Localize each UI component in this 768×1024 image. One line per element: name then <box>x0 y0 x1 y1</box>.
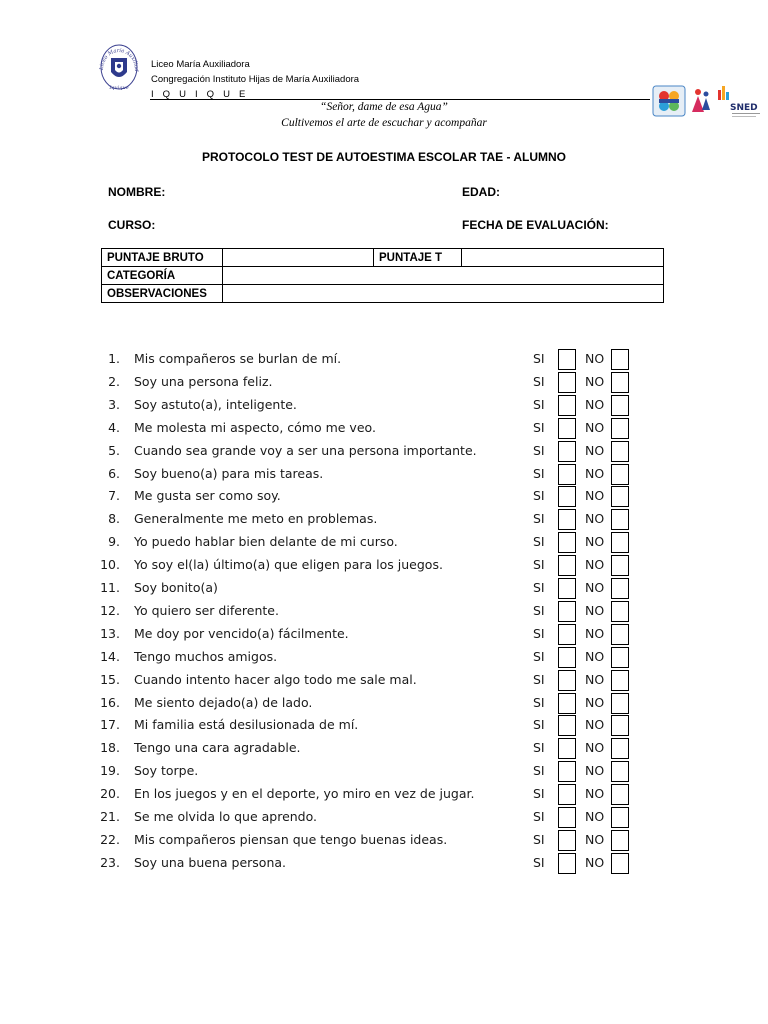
question-number: 16. <box>100 694 120 710</box>
si-label: SI <box>533 511 545 527</box>
si-checkbox[interactable] <box>558 578 576 599</box>
si-label: SI <box>533 602 545 618</box>
question-text: Soy bueno(a) para mis tareas. <box>134 465 324 481</box>
no-checkbox[interactable] <box>611 441 629 462</box>
question-text: Se me olvida lo que aprendo. <box>134 809 318 824</box>
si-checkbox[interactable] <box>558 418 576 439</box>
no-checkbox[interactable] <box>611 738 629 759</box>
question-number: 19. <box>100 763 120 779</box>
no-checkbox[interactable] <box>611 853 629 874</box>
question-number: 15. <box>100 671 120 687</box>
question-text: Tengo muchos amigos. <box>134 648 278 664</box>
score-table <box>101 248 664 303</box>
no-label: NO <box>585 465 605 481</box>
categoria-label: CATEGORÍA <box>102 267 223 285</box>
no-checkbox[interactable] <box>611 349 629 370</box>
no-label: NO <box>585 351 605 366</box>
question-number: 17. <box>100 717 120 733</box>
question-text: Cuando intento hacer algo todo me sale mal. <box>134 671 417 687</box>
question-number: 21. <box>100 809 120 824</box>
question-number: 6. <box>108 465 120 481</box>
question-number: 5. <box>108 442 120 458</box>
no-label: NO <box>585 763 605 779</box>
no-label: NO <box>585 648 605 664</box>
si-label: SI <box>533 580 545 595</box>
question-text: Mis compañeros piensan que tengo buenas ideas. <box>134 831 448 847</box>
no-label: NO <box>585 740 605 756</box>
svg-text:Iquique: Iquique <box>109 85 129 91</box>
score-row <box>102 285 664 303</box>
si-label: SI <box>533 786 545 802</box>
seal-lettering: Liceo María Auxiliad <box>98 47 140 72</box>
si-label: SI <box>533 351 545 366</box>
question-text: Yo soy el(la) último(a) que eligen para los juegos. <box>134 557 443 573</box>
edad-label: EDAD: <box>462 185 500 199</box>
no-checkbox[interactable] <box>611 807 629 828</box>
no-label: NO <box>585 511 605 527</box>
school-name: Liceo María Auxiliadora <box>151 59 250 70</box>
school-logo <box>97 40 141 94</box>
no-label: NO <box>585 717 605 733</box>
question-text: Soy torpe. <box>134 763 199 779</box>
observaciones-field[interactable] <box>223 285 664 303</box>
question-text: Mis compañeros se burlan de mí. <box>134 351 342 366</box>
puntaje-t-label: PUNTAJE T <box>374 249 462 267</box>
si-checkbox[interactable] <box>558 464 576 485</box>
no-checkbox[interactable] <box>611 693 629 714</box>
si-checkbox[interactable] <box>558 349 576 370</box>
no-label: NO <box>585 625 605 641</box>
puntaje-bruto-field[interactable] <box>223 249 374 267</box>
question-number: 23. <box>100 854 120 870</box>
no-checkbox[interactable] <box>611 578 629 599</box>
nombre-label: NOMBRE: <box>108 185 166 199</box>
si-label: SI <box>533 809 545 824</box>
question-number: 1. <box>108 351 120 366</box>
observaciones-label: OBSERVACIONES <box>102 285 223 303</box>
score-row <box>102 249 664 267</box>
si-label: SI <box>533 671 545 687</box>
no-label: NO <box>585 671 605 687</box>
si-label: SI <box>533 648 545 664</box>
question-text: Me siento dejado(a) de lado. <box>134 694 313 710</box>
question-number: 4. <box>108 419 120 435</box>
motto-line-1: “Señor, dame de esa Agua” <box>320 101 448 113</box>
motto-line-2: Cultivemos el arte de escuchar y acompañar <box>281 117 487 129</box>
no-label: NO <box>585 694 605 710</box>
no-label: NO <box>585 831 605 847</box>
si-checkbox[interactable] <box>558 715 576 736</box>
question-number: 22. <box>100 831 120 847</box>
question-number: 12. <box>100 602 120 618</box>
no-checkbox[interactable] <box>611 395 629 416</box>
no-label: NO <box>585 534 605 550</box>
puntaje-t-field[interactable] <box>462 249 664 267</box>
no-checkbox[interactable] <box>611 464 629 485</box>
question-number: 10. <box>100 557 120 573</box>
no-label: NO <box>585 580 605 595</box>
score-row <box>102 267 664 285</box>
si-checkbox[interactable] <box>558 807 576 828</box>
fecha-label: FECHA DE EVALUACIÓN: <box>462 218 609 232</box>
no-label: NO <box>585 442 605 458</box>
si-checkbox[interactable] <box>558 532 576 553</box>
si-label: SI <box>533 488 545 504</box>
question-text: Soy astuto(a), inteligente. <box>134 396 297 412</box>
no-label: NO <box>585 557 605 573</box>
no-checkbox[interactable] <box>611 647 629 668</box>
no-label: NO <box>585 488 605 504</box>
no-checkbox[interactable] <box>611 761 629 782</box>
question-number: 11. <box>100 580 120 595</box>
si-checkbox[interactable] <box>558 830 576 851</box>
curso-label: CURSO: <box>108 218 156 232</box>
no-checkbox[interactable] <box>611 715 629 736</box>
si-checkbox[interactable] <box>558 647 576 668</box>
no-checkbox[interactable] <box>611 624 629 645</box>
no-checkbox[interactable] <box>611 418 629 439</box>
no-label: NO <box>585 396 605 412</box>
si-checkbox[interactable] <box>558 853 576 874</box>
question-text: En los juegos y en el deporte, yo miro en vez de jugar. <box>134 786 475 802</box>
si-label: SI <box>533 694 545 710</box>
no-label: NO <box>585 854 605 870</box>
no-label: NO <box>585 602 605 618</box>
si-label: SI <box>533 763 545 779</box>
no-checkbox[interactable] <box>611 555 629 576</box>
question-text: Cuando sea grande voy a ser una persona importante. <box>134 442 477 458</box>
si-checkbox[interactable] <box>558 441 576 462</box>
question-text: Generalmente me meto en problemas. <box>134 511 378 527</box>
si-label: SI <box>533 442 545 458</box>
question-number: 9. <box>108 534 120 550</box>
puntaje-bruto-label: PUNTAJE BRUTO <box>102 249 223 267</box>
si-checkbox[interactable] <box>558 784 576 805</box>
question-number: 14. <box>100 648 120 664</box>
no-checkbox[interactable] <box>611 670 629 691</box>
question-number: 7. <box>108 488 120 504</box>
si-checkbox[interactable] <box>558 555 576 576</box>
si-label: SI <box>533 557 545 573</box>
si-checkbox[interactable] <box>558 670 576 691</box>
sned-logo: SNED <box>730 103 758 113</box>
si-checkbox[interactable] <box>558 372 576 393</box>
si-checkbox[interactable] <box>558 624 576 645</box>
question-number: 2. <box>108 373 120 389</box>
si-label: SI <box>533 373 545 389</box>
no-checkbox[interactable] <box>611 486 629 507</box>
no-checkbox[interactable] <box>611 830 629 851</box>
si-label: SI <box>533 465 545 481</box>
question-text: Soy una persona feliz. <box>134 373 273 389</box>
si-checkbox[interactable] <box>558 693 576 714</box>
congregation-name: Congregación Instituto Hijas de María Auxiliadora <box>151 74 360 85</box>
no-label: NO <box>585 786 605 802</box>
question-number: 8. <box>108 511 120 527</box>
si-label: SI <box>533 717 545 733</box>
categoria-field[interactable] <box>223 267 664 285</box>
si-checkbox[interactable] <box>558 738 576 759</box>
no-label: NO <box>585 809 605 824</box>
question-text: Soy una buena persona. <box>134 854 287 870</box>
no-checkbox[interactable] <box>611 601 629 622</box>
question-text: Me gusta ser como soy. <box>134 488 281 504</box>
question-number: 18. <box>100 740 120 756</box>
si-label: SI <box>533 854 545 870</box>
question-number: 3. <box>108 396 120 412</box>
question-text: Yo quiero ser diferente. <box>134 602 279 618</box>
question-text: Soy bonito(a) <box>134 580 218 595</box>
no-label: NO <box>585 373 605 389</box>
no-label: NO <box>585 419 605 435</box>
no-checkbox[interactable] <box>611 372 629 393</box>
si-label: SI <box>533 534 545 550</box>
si-label: SI <box>533 831 545 847</box>
si-checkbox[interactable] <box>558 486 576 507</box>
question-text: Me molesta mi aspecto, cómo me veo. <box>134 419 376 435</box>
si-label: SI <box>533 740 545 756</box>
no-checkbox[interactable] <box>611 784 629 805</box>
question-number: 20. <box>100 786 120 802</box>
no-checkbox[interactable] <box>611 509 629 530</box>
no-checkbox[interactable] <box>611 532 629 553</box>
question-text: Me doy por vencido(a) fácilmente. <box>134 625 349 641</box>
si-checkbox[interactable] <box>558 395 576 416</box>
si-label: SI <box>533 396 545 412</box>
si-checkbox[interactable] <box>558 509 576 530</box>
city-name: I Q U I Q U E <box>151 89 249 100</box>
si-label: SI <box>533 419 545 435</box>
header-divider <box>150 99 650 100</box>
document-title: PROTOCOLO TEST DE AUTOESTIMA ESCOLAR TAE - ALUMNO <box>201 150 566 164</box>
question-text: Mi familia está desilusionada de mí. <box>134 717 359 733</box>
question-text: Tengo una cara agradable. <box>134 740 301 756</box>
question-text: Yo puedo hablar bien delante de mi curso. <box>134 534 398 550</box>
si-checkbox[interactable] <box>558 761 576 782</box>
si-checkbox[interactable] <box>558 601 576 622</box>
question-number: 13. <box>100 625 120 641</box>
si-label: SI <box>533 625 545 641</box>
